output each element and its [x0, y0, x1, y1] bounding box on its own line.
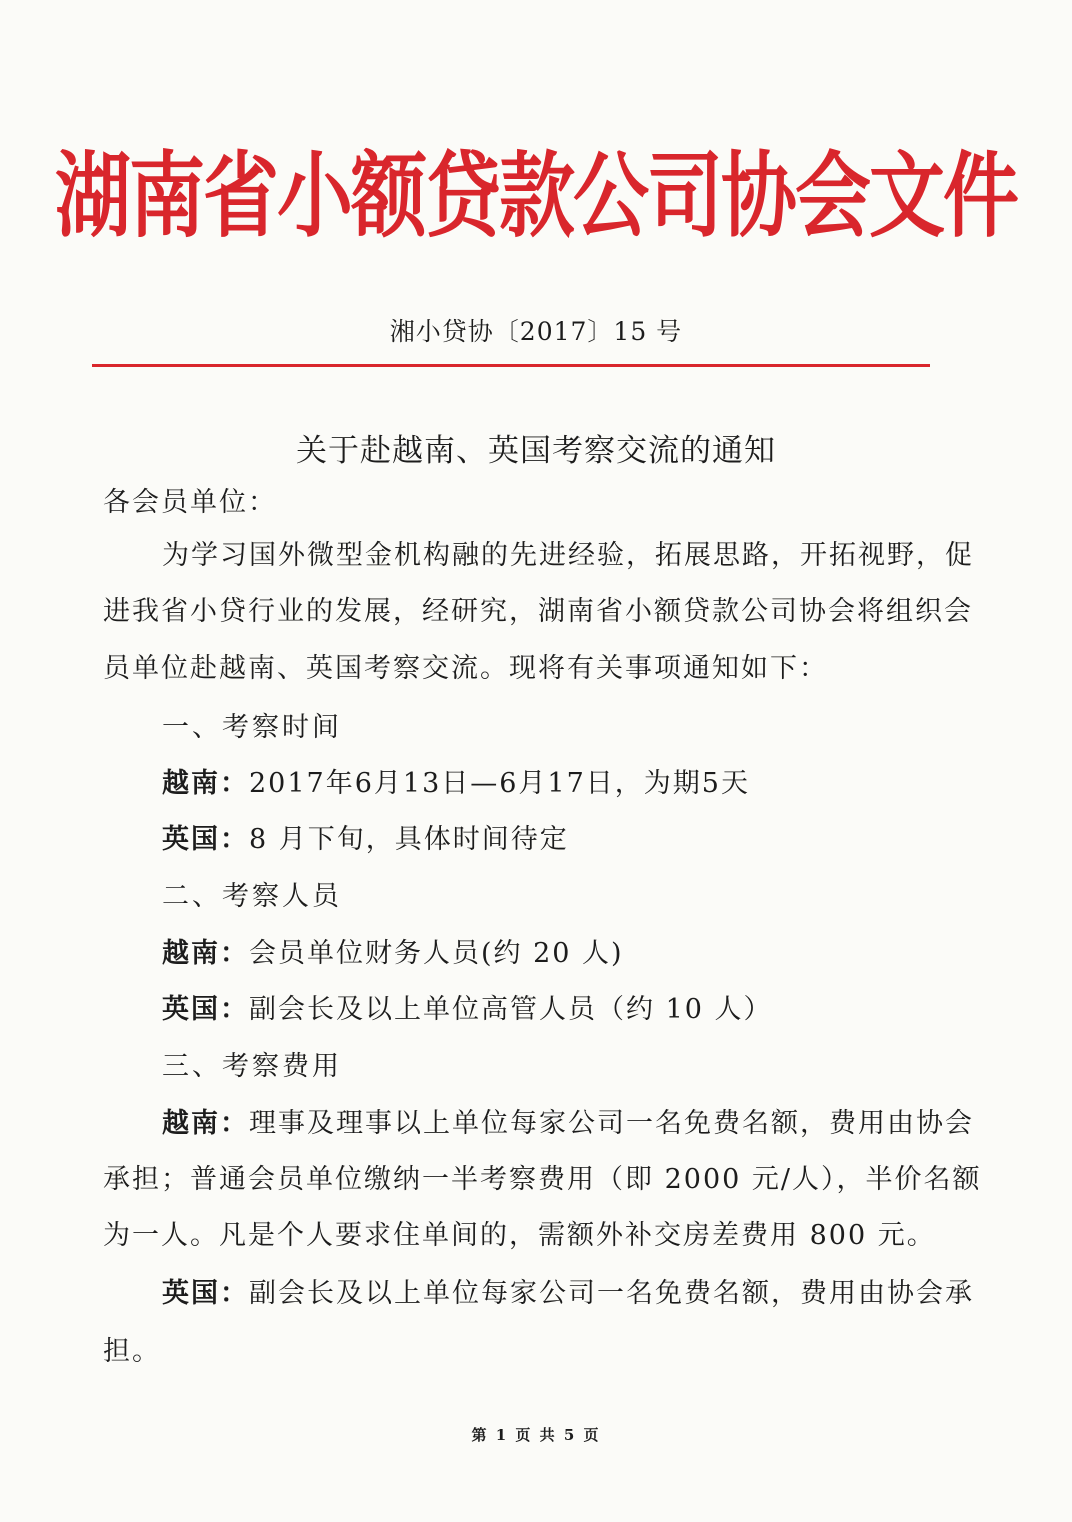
item-uk-cost	[162, 1280, 974, 1307]
page-indicator: 第 1 页 共 5 页	[471, 1426, 601, 1444]
item-vietnam-cost-cont: 为一人。凡是个人要求住单间的，需额外补交房差费用 800 元。	[103, 1220, 936, 1251]
item-label: 英国：	[162, 1278, 249, 1309]
red-divider	[92, 364, 930, 367]
item-text: 会员单位财务人员(约 20 人)	[249, 938, 624, 969]
document-number: 湘小贷协〔2017〕15 号	[389, 317, 683, 346]
intro-line: 进我省小贷行业的发展，经研究，湖南省小额贷款公司协会将组织会	[103, 596, 973, 627]
section-heading-personnel: 二、考察人员	[162, 881, 342, 912]
salutation: 各会员单位：	[103, 487, 277, 518]
item-text: 8 月下旬，具体时间待定	[249, 824, 569, 855]
item-label: 英国：	[162, 994, 249, 1025]
item-uk-cost-cont: 担。	[103, 1336, 161, 1367]
item-uk-time	[162, 826, 569, 853]
notice-title: 关于赴越南、英国考察交流的通知	[296, 433, 776, 469]
item-vietnam-cost-cont: 承担；普通会员单位缴纳一半考察费用（即 2000 元/人），半价名额	[103, 1164, 982, 1195]
item-label: 越南：	[162, 938, 249, 969]
item-text: 副会长及以上单位每家公司一名免费名额，费用由协会承	[249, 1278, 974, 1309]
section-heading-cost: 三、考察费用	[162, 1051, 342, 1082]
item-label: 越南：	[162, 768, 249, 799]
item-vietnam-time	[162, 770, 750, 797]
item-text: 副会长及以上单位高管人员（约 10 人）	[249, 994, 773, 1025]
item-text: 2017年6月13日—6月17日，为期5天	[249, 768, 750, 799]
item-text: 理事及理事以上单位每家公司一名免费名额，费用由协会	[249, 1108, 974, 1139]
intro-line: 为学习国外微型金机构融的先进经验，拓展思路，开拓视野，促	[162, 540, 974, 571]
item-vietnam-personnel	[162, 940, 624, 967]
item-uk-personnel	[162, 996, 773, 1023]
item-vietnam-cost	[162, 1110, 974, 1137]
section-heading-time: 一、考察时间	[162, 712, 342, 743]
item-label: 越南：	[162, 1108, 249, 1139]
intro-line: 员单位赴越南、英国考察交流。现将有关事项通知如下：	[103, 653, 828, 684]
masthead-title: 湖南省小额贷款公司协会文件	[55, 141, 1017, 251]
item-label: 英国：	[162, 824, 249, 855]
